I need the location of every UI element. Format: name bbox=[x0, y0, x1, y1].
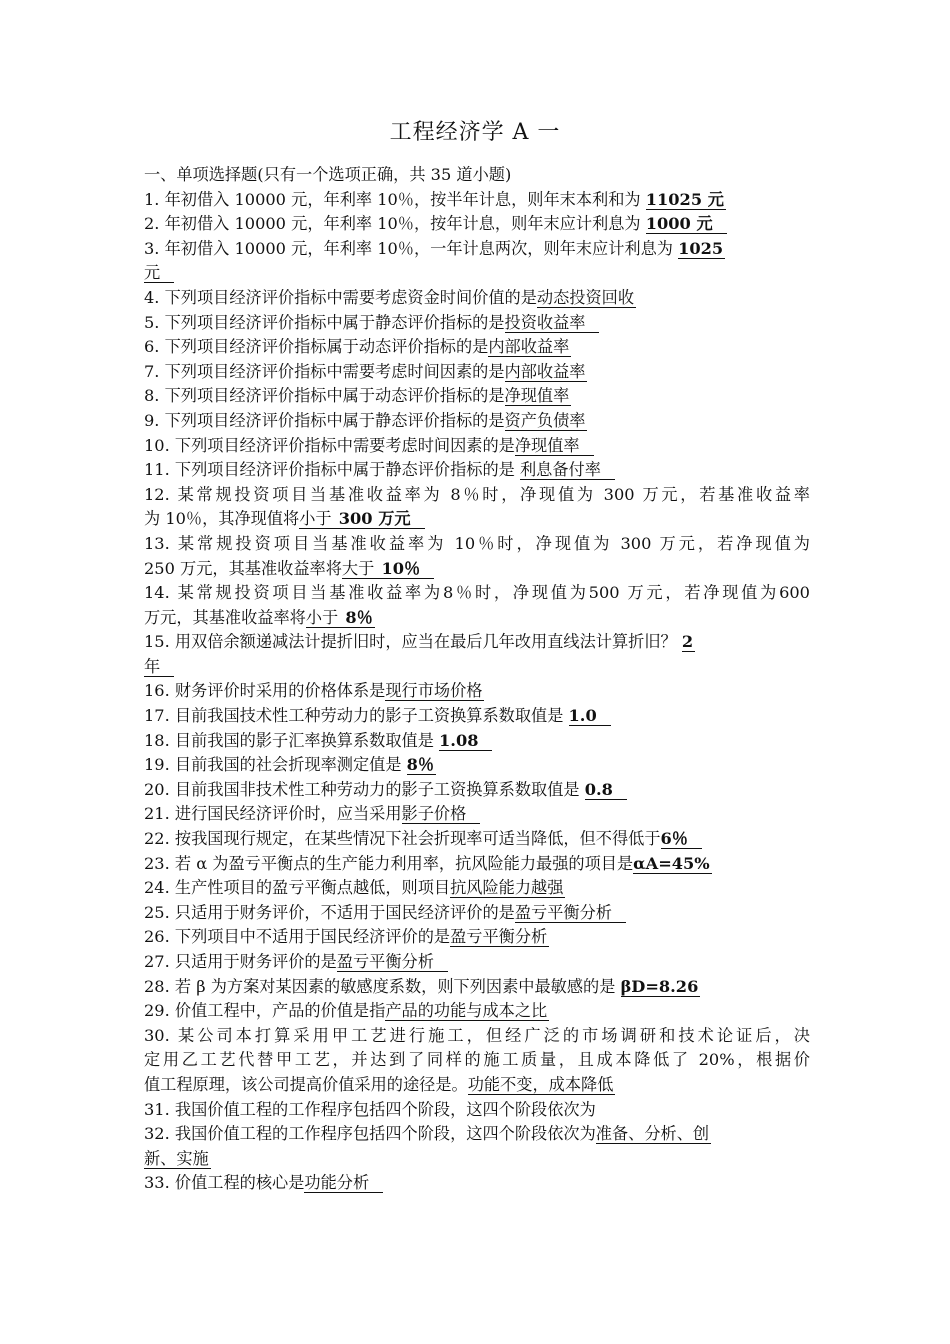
answer: 投资收益率 bbox=[505, 313, 600, 333]
question-28 bbox=[144, 975, 810, 1000]
question-32 bbox=[144, 1122, 810, 1147]
question-4 bbox=[144, 286, 810, 311]
question-1 bbox=[144, 188, 810, 213]
answer: 准备、分析、创 bbox=[595, 1124, 710, 1144]
question-10 bbox=[144, 434, 810, 459]
answer: 动态投资回收 bbox=[536, 287, 635, 307]
answer: 功能不变，成本降低 bbox=[467, 1074, 614, 1094]
question-6 bbox=[144, 335, 810, 360]
question-text: 31. 我国价值工程的工作程序包括四个阶段，这四个阶段依次为 bbox=[144, 1099, 596, 1119]
answer: 内部收益率 bbox=[488, 337, 570, 357]
document-title: 工程经济学 A 一 bbox=[389, 120, 561, 145]
question-text: 250 万元，其基准收益率将 bbox=[144, 558, 342, 578]
answer: 功能分析 bbox=[304, 1173, 383, 1193]
answer-prefix: 小于 bbox=[299, 509, 337, 529]
answer: 产品的功能与成本之比 bbox=[385, 1001, 548, 1021]
question-text: 33. 价值工程的核心是 bbox=[144, 1173, 305, 1193]
answer: 1.0 bbox=[569, 706, 611, 726]
question-text: 9. 下列项目经济评价指标中属于静态评价指标的是 bbox=[144, 410, 505, 430]
answer-continued: 新、实施 bbox=[144, 1148, 209, 1168]
question-2 bbox=[144, 212, 810, 237]
question-9 bbox=[144, 409, 810, 434]
answer: 影子价格 bbox=[402, 804, 481, 824]
answer: 利息备付率 bbox=[520, 460, 615, 480]
answer: βD=8.26 bbox=[620, 976, 699, 996]
question-text: 19. 目前我国的社会折现率测定值是 bbox=[144, 755, 407, 775]
question-27 bbox=[144, 950, 810, 975]
question-3 bbox=[144, 237, 810, 262]
question-text: 20. 目前我国非技术性工种劳动力的影子工资换算系数取值是 bbox=[144, 779, 585, 799]
question-8 bbox=[144, 384, 810, 409]
question-text: 11. 下列项目经济评价指标中属于静态评价指标的是 bbox=[144, 460, 520, 480]
answer: 11025 元 bbox=[645, 189, 724, 209]
question-text: 24. 生产性项目的盈亏平衡点越低，则项目 bbox=[144, 878, 451, 898]
question-text: 21. 进行国民经济评价时，应当采用 bbox=[144, 804, 402, 824]
answer: 1000 元 bbox=[646, 214, 727, 234]
answer: 盈亏平衡分析 bbox=[337, 952, 448, 972]
question-22 bbox=[144, 827, 810, 852]
question-18 bbox=[144, 729, 810, 754]
question-11 bbox=[144, 458, 810, 483]
question-26 bbox=[144, 925, 810, 950]
answer-continued: 年 bbox=[144, 657, 174, 677]
question-text: 1. 年初借入 10000 元，年利率 10％，按半年计息，则年末本利和为 bbox=[144, 189, 646, 209]
question-33 bbox=[144, 1171, 810, 1196]
question-text: 值工程原理，该公司提高价值采用的途径是。 bbox=[144, 1074, 468, 1094]
question-text: 29. 价值工程中，产品的价值是指 bbox=[144, 1001, 386, 1021]
answer: 净现值率 bbox=[504, 386, 570, 406]
question-text: 26. 下列项目中不适用于国民经济评价的是 bbox=[144, 927, 451, 947]
question-text: 2. 年初借入 10000 元，年利率 10％，按年计息，则年末应计利息为 bbox=[144, 214, 646, 234]
question-14-cont bbox=[144, 606, 810, 631]
answer: 净现值率 bbox=[515, 436, 594, 456]
question-32-cont bbox=[144, 1147, 810, 1172]
answer: 盈亏平衡分析 bbox=[450, 927, 548, 947]
question-21 bbox=[144, 802, 810, 827]
answer: 300 万元 bbox=[339, 509, 425, 529]
answer: 抗风险能力越强 bbox=[450, 878, 564, 898]
answer: 2 bbox=[681, 632, 694, 652]
question-30: 30. 某公司本打算采用甲工艺进行施工，但经广泛的市场调研和技术论证后，决 bbox=[144, 1025, 810, 1045]
answer: 10％ bbox=[381, 559, 434, 579]
question-14: 14. 某常规投资项目当基准收益率为8％时，净现值为500 万元，若净现值为600 bbox=[144, 583, 810, 603]
question-30-cont2 bbox=[144, 1073, 810, 1098]
section-heading: 一、单项选择题(只有一个选项正确，共 35 道小题) bbox=[144, 165, 512, 184]
answer: 1025 bbox=[678, 238, 724, 258]
answer: 现行市场价格 bbox=[385, 681, 483, 701]
question-text: 23. 若 α 为盈亏平衡点的生产能力利用率，抗风险能力最强的项目是 bbox=[144, 853, 634, 873]
question-3-cont bbox=[144, 261, 810, 286]
question-12-cont bbox=[144, 507, 810, 532]
question-text: 32. 我国价值工程的工作程序包括四个阶段，这四个阶段依次为 bbox=[144, 1124, 596, 1144]
answer: 8％ bbox=[406, 755, 435, 775]
answer: 资产负债率 bbox=[504, 410, 586, 430]
question-text: 万元，其基准收益率将 bbox=[144, 607, 306, 627]
question-text: 15. 用双倍余额递减法计提折旧时，应当在最后几年改用直线法计算折旧？ bbox=[144, 632, 682, 652]
question-13-cont bbox=[144, 557, 810, 582]
answer: 1.08 bbox=[439, 731, 492, 751]
question-17 bbox=[144, 704, 810, 729]
question-20 bbox=[144, 778, 810, 803]
question-text: 22. 按我国现行规定，在某些情况下社会折现率可适当降低，但不得低于 bbox=[144, 829, 661, 849]
question-text: 4. 下列项目经济评价指标中需要考虑资金时间价值的是 bbox=[144, 287, 537, 307]
question-7 bbox=[144, 360, 810, 385]
question-15-cont bbox=[144, 655, 810, 680]
question-29 bbox=[144, 999, 810, 1024]
answer: 6％ bbox=[661, 829, 702, 849]
question-text: 25. 只适用于财务评价，不适用于国民经济评价的是 bbox=[144, 902, 515, 922]
answer: 内部收益率 bbox=[504, 361, 586, 381]
answer-continued: 元 bbox=[144, 263, 174, 283]
question-text: 16. 财务评价时采用的价格体系是 bbox=[144, 681, 386, 701]
question-24 bbox=[144, 876, 810, 901]
answer-prefix: 小于 bbox=[305, 607, 344, 627]
answer: 盈亏平衡分析 bbox=[515, 903, 626, 923]
question-16 bbox=[144, 679, 810, 704]
question-text: 27. 只适用于财务评价的是 bbox=[144, 952, 337, 971]
question-text: 3. 年初借入 10000 元，年利率 10％，一年计息两次，则年末应计利息为 bbox=[144, 238, 679, 258]
question-23 bbox=[144, 852, 810, 877]
question-30-cont: 定用乙工艺代替甲工艺，并达到了同样的施工质量，且成本降低了 20%，根据价 bbox=[144, 1050, 810, 1070]
answer: αA=45% bbox=[633, 853, 710, 873]
question-31 bbox=[144, 1098, 810, 1123]
question-text: 17. 目前我国技术性工种劳动力的影子工资换算系数取值是 bbox=[144, 706, 569, 726]
answer-prefix: 大于 bbox=[341, 558, 380, 578]
question-5 bbox=[144, 311, 810, 336]
question-19 bbox=[144, 753, 810, 778]
question-text: 8. 下列项目经济评价指标中属于动态评价指标的是 bbox=[144, 386, 505, 406]
question-text: 为 10％，其净现值将 bbox=[144, 509, 300, 529]
question-12: 12. 某常规投资项目当基准收益率为 8％时，净现值为 300 万元，若基准收益率 bbox=[144, 484, 810, 504]
question-text: 5. 下列项目经济评价指标中属于静态评价指标的是 bbox=[144, 312, 505, 332]
question-text: 10. 下列项目经济评价指标中需要考虑时间因素的是 bbox=[144, 435, 515, 455]
question-15 bbox=[144, 630, 810, 655]
question-text: 28. 若 β 为方案对某因素的敏感度系数，则下列因素中最敏感的是 bbox=[144, 976, 621, 996]
question-25 bbox=[144, 901, 810, 926]
answer: 8％ bbox=[345, 607, 373, 627]
question-text: 7. 下列项目经济评价指标中需要考虑时间因素的是 bbox=[144, 361, 505, 381]
document-body bbox=[144, 163, 810, 1196]
answer: 0.8 bbox=[585, 780, 627, 800]
question-13: 13. 某常规投资项目当基准收益率为 10％时，净现值为 300 万元，若净现值为 bbox=[144, 533, 810, 553]
question-text: 18. 目前我国的影子汇率换算系数取值是 bbox=[144, 730, 440, 750]
question-text: 6. 下列项目经济评价指标属于动态评价指标的是 bbox=[144, 337, 489, 357]
